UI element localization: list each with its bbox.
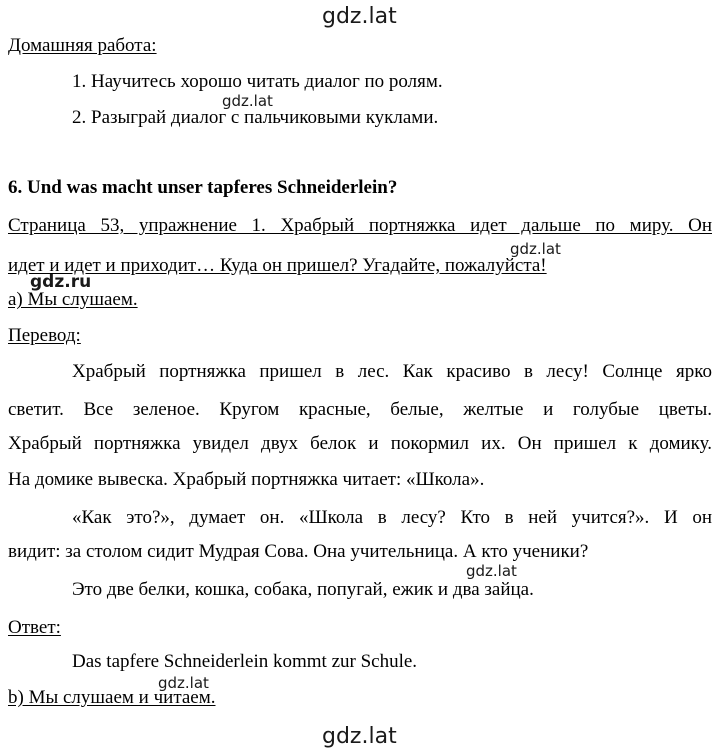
translation-line: Храбрый портняжка пришел в лес. Как красиво в лесу! Солнце ярко bbox=[72, 361, 712, 382]
translation-line: светит. Все зеленое. Кругом красные, белые, желтые и голубые цветы. bbox=[8, 399, 712, 420]
homework-heading: Домашняя работа: bbox=[8, 35, 157, 56]
watermark-bottom: gdz.lat bbox=[322, 724, 397, 749]
watermark-small: gdz.lat bbox=[466, 562, 517, 580]
watermark-top: gdz.lat bbox=[322, 4, 397, 29]
part-b-label: b) Мы слушаем и читаем. bbox=[8, 687, 216, 708]
watermark-small: gdz.lat bbox=[158, 674, 209, 692]
section-title: 6. Und was macht unser tapferes Schneiderlein? bbox=[8, 177, 398, 198]
part-a-label: а) Мы слушаем. bbox=[8, 289, 138, 310]
translation-line: видит: за столом сидит Мудрая Сова. Она учительница. А кто ученики? bbox=[8, 541, 589, 562]
translation-line: «Как это?», думает он. «Школа в лесу? Кто в ней учится?». И он bbox=[72, 507, 712, 528]
answer-text: Das tapfere Schneiderlein kommt zur Schule. bbox=[72, 651, 418, 672]
task-line-2: идет и идет и приходит… Куда он пришел? Угадайте, пожалуйста! bbox=[8, 255, 547, 276]
translation-line: Храбрый портняжка увидел двух белок и покормил их. Он пришел к домику. bbox=[8, 433, 712, 454]
watermark-gdzru: gdz.ru bbox=[30, 272, 92, 292]
watermark-small: gdz.lat bbox=[510, 240, 561, 258]
translation-line: На домике вывеска. Храбрый портняжка читает: «Школа». bbox=[8, 469, 485, 490]
answer-heading: Ответ: bbox=[8, 617, 61, 638]
translation-line: Это две белки, кошка, собака, попугай, ежик и два зайца. bbox=[72, 579, 534, 600]
translation-heading: Перевод: bbox=[8, 325, 81, 346]
homework-item-1: 1. Научитесь хорошо читать диалог по ролям. bbox=[72, 71, 443, 92]
watermark-small: gdz.lat bbox=[222, 92, 273, 110]
task-line-1: Страница 53, упражнение 1. Храбрый портняжка идет дальше по миру. Он bbox=[8, 215, 712, 236]
homework-item-2: 2. Разыграй диалог с пальчиковыми куклами. bbox=[72, 107, 439, 128]
